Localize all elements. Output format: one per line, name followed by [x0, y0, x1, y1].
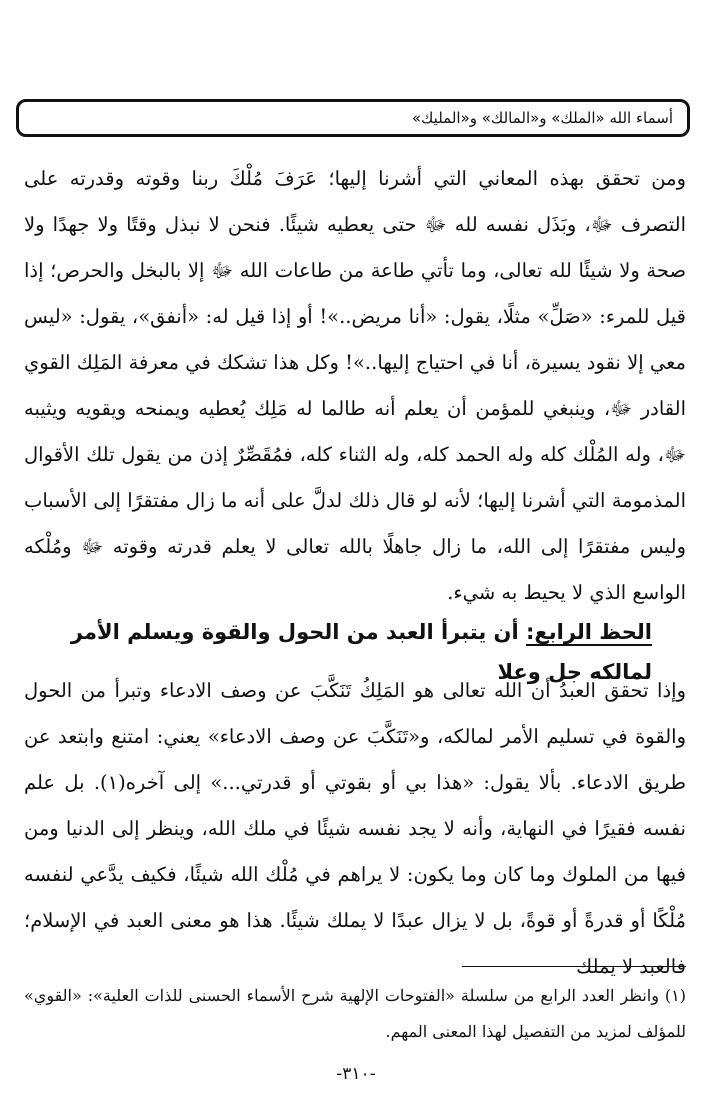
running-header	[16, 99, 690, 137]
body-text-block-2	[24, 668, 686, 990]
paragraph-2: وإذا تحقق العبدُ أن الله تعالى هو المَلِكُ تَنَكَّبَ عن وصف الادعاء وتبرأ من الحول والقوة في تسليم الأمر لمالكه، و«تَنَكَّبَ عن وصف الادعاء» يعني: امتنع وابتعد عن طريق الادعاء. بألا يقول: «هذا بي أو بقوتي أو قدرتي...» إلى آخره(١). بل علم نفسه فقيرًا في النهاية، وأنه لا يجد نفسه شيئًا في ملك الله، وينظر إلى الدنيا ومن فيها من الملوك وما كان وما يكون: لا يراهم في مُلْك الله شيئًا، فكيف يدَّعي لنفسه مُلْكًا أو قدرةً أو قوةً، بل لا يزال عبدًا لا يملك شيئًا. هذا هو معنى العبد في الإسلام؛ فالعبد لا يملك	[24, 679, 686, 978]
footnote-divider	[462, 966, 686, 967]
section-title: أن يتبرأ العبد من الحول والقوة ويسلم الأمر لمالكه جل وعلا	[70, 620, 652, 684]
section-label: الحظ الرابع:	[526, 620, 652, 644]
header-title: أسماء الله «الملك» و«المالك» و«المليك»	[411, 109, 673, 127]
paragraph-1: ومن تحقق بهذه المعاني التي أشرنا إليها؛ عَرَفَ مُلْكَ ربنا وقوته وقدرته على التصرف ﷻ، وبَذَل نفسه لله ﷻ حتى يعطيه شيئًا. فنحن لا نبذل وقتًا ولا جهدًا ولا صحة ولا شيئًا لله تعالى، وما تأتي طاعة من طاعات الله ﷻ إلا بالبخل والحرص؛ إذا قيل للمرء: «صَلِّ» مثلًا، يقول: «أنا مريض..»! أو إذا قيل له: «أنفق»، يقول: «ليس معي إلا نقود يسيرة، أنا في احتياج إليها..»! وكل هذا تشكك في معرفة المَلِك القوي القادر ﷻ، وينبغي للمؤمن أن يعلم أنه طالما له مَلِك يُعطيه ويمنحه ويقويه ويثيبه ﷻ، وله المُلْك كله وله الحمد كله، وله الثناء كله، فمُقَصِّرٌ إذن من يقول تلك الأقوال المذمومة التي أشرنا إليها؛ لأنه لو قال ذلك لدلَّ على أنه ما زال مفتقرًا إلى الأسباب وليس مفتقرًا إلى الله، ما زال جاهلًا بالله تعالى لا يعلم قدرته وقوته ﷻ ومُلْكه الواسع الذي لا يحيط به شيء.	[24, 167, 686, 604]
footnote: (١) وانظر العدد الرابع من سلسلة «الفتوحات الإلهية شرح الأسماء الحسنى للذات العلية»: «القوي» للمؤلف لمزيد من التفصيل لهذا المعنى المهم.	[24, 986, 686, 1041]
body-text-block-1	[24, 156, 686, 616]
page-number: -٣١٠-	[336, 1064, 376, 1084]
